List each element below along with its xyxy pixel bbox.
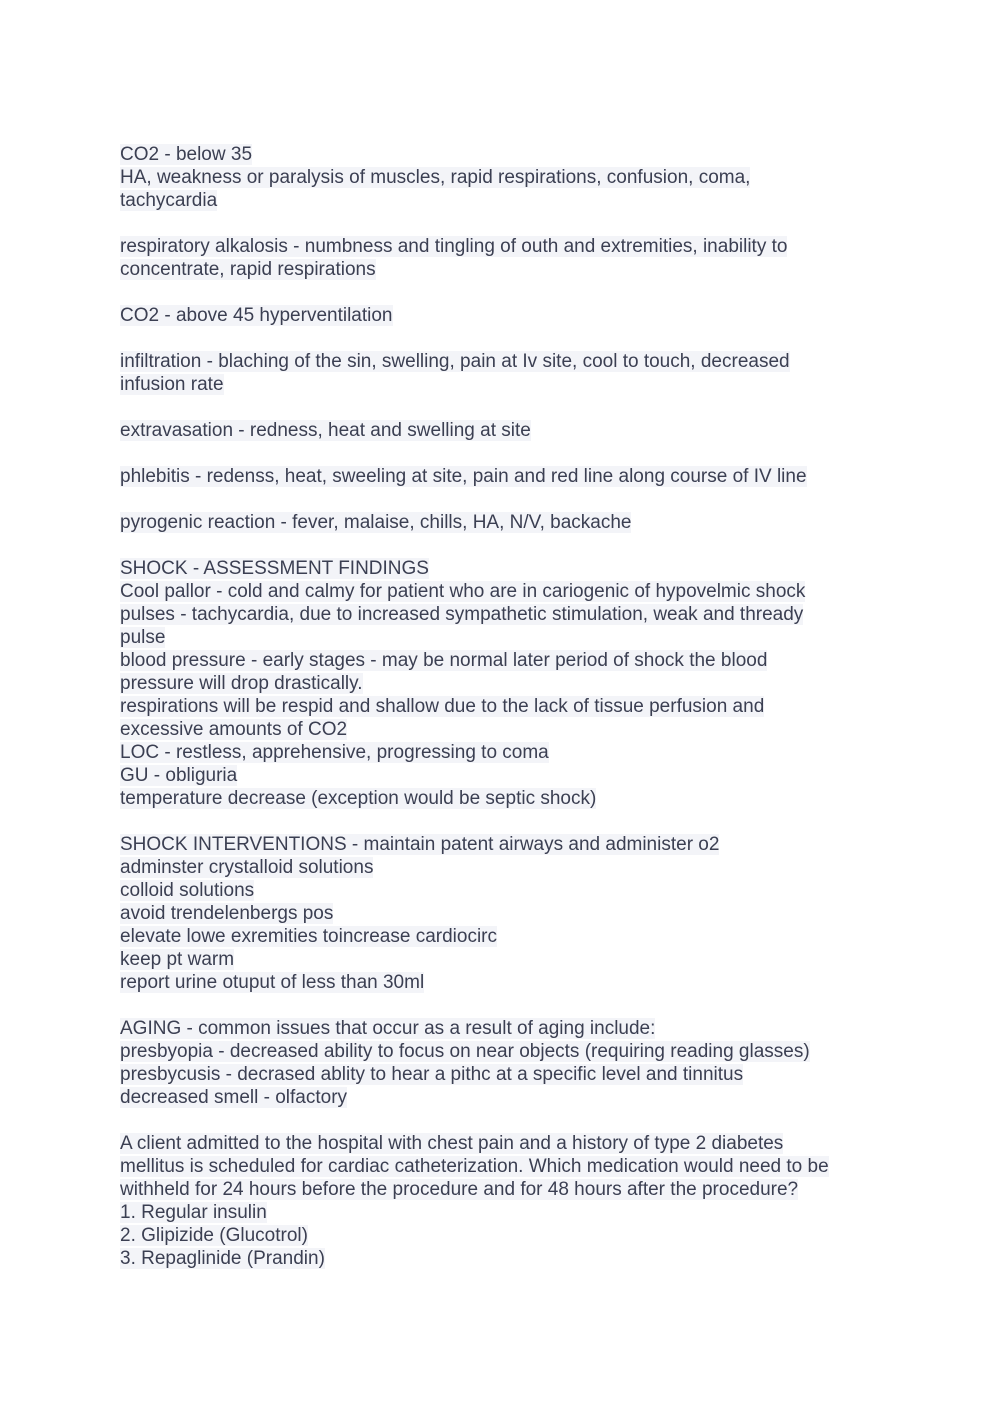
text-line-content: avoid trendelenbergs pos	[120, 903, 334, 924]
text-line	[120, 718, 880, 741]
text-line-content: CO2 - below 35	[120, 144, 253, 165]
text-line	[120, 948, 880, 971]
text-line	[120, 235, 880, 258]
text-line-content: pressure will drop drastically.	[120, 673, 363, 694]
text-line-content: respirations will be respid and shallow due to the lack of tissue perfusion and	[120, 696, 765, 717]
text-paragraph	[120, 833, 880, 994]
text-line-content: blood pressure - early stages - may be normal later period of shock the blood	[120, 650, 768, 671]
text-paragraph	[120, 1017, 880, 1109]
text-line	[120, 304, 880, 327]
text-line	[120, 1063, 880, 1086]
text-line-content: colloid solutions	[120, 880, 255, 901]
text-line	[120, 856, 880, 879]
text-line-content: GU - obliguria	[120, 765, 238, 786]
text-line-content: infiltration - blaching of the sin, swelling, pain at Iv site, cool to touch, decreased	[120, 351, 790, 372]
text-paragraph	[120, 465, 880, 488]
text-line-content: SHOCK - ASSESSMENT FINDINGS	[120, 558, 429, 579]
text-line	[120, 787, 880, 810]
text-line	[120, 1178, 880, 1201]
text-line-content: excessive amounts of CO2	[120, 719, 348, 740]
text-paragraph	[120, 419, 880, 442]
text-line	[120, 419, 880, 442]
text-line	[120, 1247, 880, 1270]
text-paragraph	[120, 511, 880, 534]
text-line-content: pulses - tachycardia, due to increased sympathetic stimulation, weak and thready	[120, 604, 804, 625]
text-line	[120, 833, 880, 856]
text-line	[120, 1086, 880, 1109]
text-line	[120, 626, 880, 649]
text-line	[120, 143, 880, 166]
text-line-content: infusion rate	[120, 374, 224, 395]
text-line-content: AGING - common issues that occur as a result of aging include:	[120, 1018, 656, 1039]
text-line	[120, 373, 880, 396]
text-line	[120, 465, 880, 488]
text-line	[120, 1224, 880, 1247]
text-line	[120, 741, 880, 764]
text-paragraph	[120, 557, 880, 810]
text-line	[120, 1201, 880, 1224]
text-line-content: Cool pallor - cold and calmy for patient who are in cariogenic of hypovelmic shock	[120, 581, 806, 602]
text-line-content: keep pt warm	[120, 949, 235, 970]
text-line	[120, 189, 880, 212]
text-line-content: concentrate, rapid respirations	[120, 259, 376, 280]
text-line	[120, 879, 880, 902]
text-line-content: tachycardia	[120, 190, 218, 211]
text-line	[120, 1155, 880, 1178]
text-line	[120, 1040, 880, 1063]
text-line-content: 2. Glipizide (Glucotrol)	[120, 1225, 308, 1246]
text-line	[120, 902, 880, 925]
text-line-content: elevate lowe exremities toincrease cardiocirc	[120, 926, 497, 947]
text-line-content: CO2 - above 45 hyperventilation	[120, 305, 393, 326]
text-line	[120, 511, 880, 534]
text-paragraph	[120, 350, 880, 396]
text-line	[120, 258, 880, 281]
text-line-content: A client admitted to the hospital with chest pain and a history of type 2 diabetes	[120, 1133, 784, 1154]
text-line-content: temperature decrease (exception would be septic shock)	[120, 788, 597, 809]
text-line-content: presbycusis - decrased ablity to hear a pithc at a specific level and tinnitus	[120, 1064, 744, 1085]
text-line	[120, 557, 880, 580]
text-line	[120, 764, 880, 787]
text-line	[120, 672, 880, 695]
text-paragraph	[120, 1132, 880, 1270]
text-line-content: 1. Regular insulin	[120, 1202, 267, 1223]
text-line	[120, 1017, 880, 1040]
text-line-content: pulse	[120, 627, 166, 648]
text-line	[120, 166, 880, 189]
text-line-content: respiratory alkalosis - numbness and tingling of outh and extremities, inability to	[120, 236, 788, 257]
text-line	[120, 350, 880, 373]
text-line-content: withheld for 24 hours before the procedure and for 48 hours after the procedure?	[120, 1179, 799, 1200]
text-line	[120, 580, 880, 603]
text-line-content: SHOCK INTERVENTIONS - maintain patent airways and administer o2	[120, 834, 720, 855]
text-paragraph	[120, 143, 880, 212]
text-paragraph	[120, 235, 880, 281]
document-page	[120, 143, 880, 1293]
text-line	[120, 649, 880, 672]
text-line-content: extravasation - redness, heat and swelling at site	[120, 420, 531, 441]
text-line	[120, 1132, 880, 1155]
text-line	[120, 971, 880, 994]
text-line-content: mellitus is scheduled for cardiac catheterization. Which medication would need to be	[120, 1156, 829, 1177]
text-line-content: LOC - restless, apprehensive, progressing to coma	[120, 742, 549, 763]
text-line-content: HA, weakness or paralysis of muscles, rapid respirations, confusion, coma,	[120, 167, 751, 188]
text-line-content: 3. Repaglinide (Prandin)	[120, 1248, 325, 1269]
text-line-content: report urine otuput of less than 30ml	[120, 972, 425, 993]
text-paragraph	[120, 304, 880, 327]
text-line-content: phlebitis - redenss, heat, sweeling at site, pain and red line along course of IV line	[120, 466, 807, 487]
text-line-content: decreased smell - olfactory	[120, 1087, 348, 1108]
text-line	[120, 695, 880, 718]
text-line	[120, 925, 880, 948]
text-line	[120, 603, 880, 626]
text-line-content: pyrogenic reaction - fever, malaise, chills, HA, N/V, backache	[120, 512, 632, 533]
text-line-content: adminster crystalloid solutions	[120, 857, 374, 878]
text-line-content: presbyopia - decreased ability to focus on near objects (requiring reading glasses)	[120, 1041, 810, 1062]
